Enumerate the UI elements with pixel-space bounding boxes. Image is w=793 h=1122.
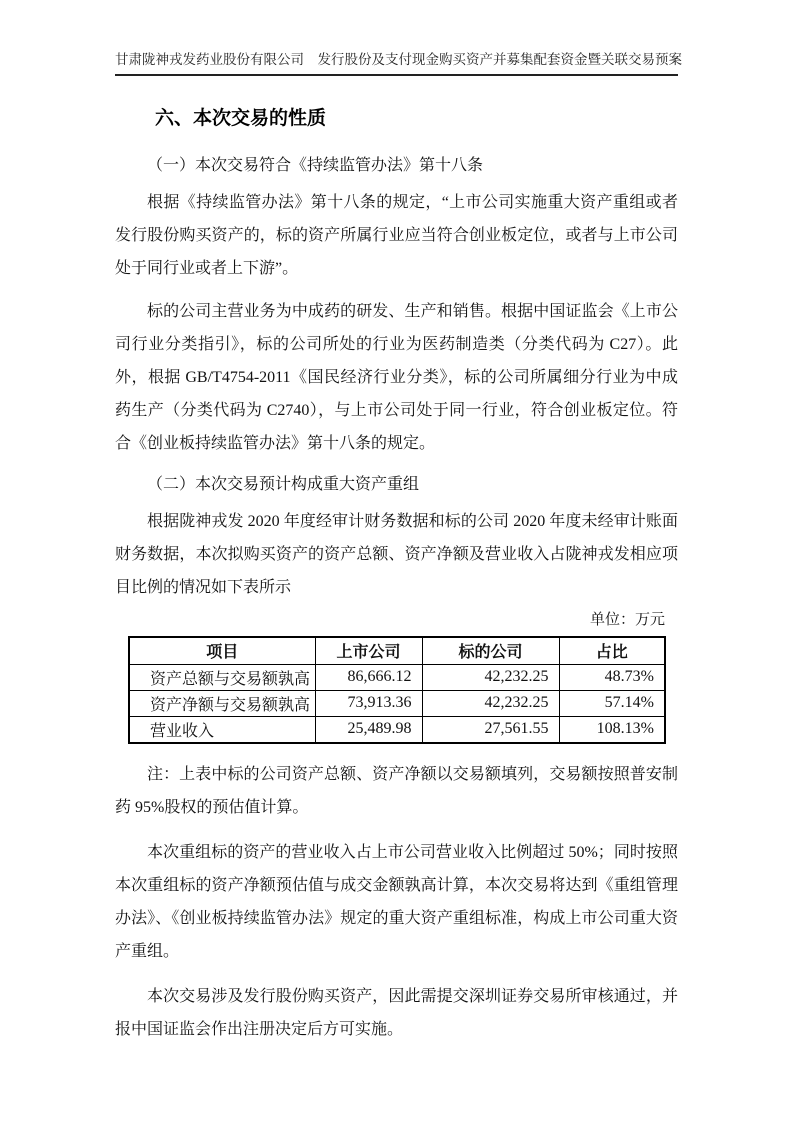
section-2-paragraph-3: 本次交易涉及发行股份购买资产，因此需提交深圳证券交易所审核通过，并报中国证监会作出注册决定后方可实施。 xyxy=(115,987,678,1038)
table-header-target-company: 标的公司 xyxy=(422,637,559,664)
table-row xyxy=(129,716,665,743)
table-row xyxy=(129,690,665,716)
section-1-title: （一）本次交易符合《持续监管办法》第十八条 xyxy=(147,157,484,174)
section-2-paragraph-1: 根据陇神戎发 2020 年度经审计财务数据和标的公司 2020 年度未经审计账面财务数据，本次拟购买资产的资产总额、资产净额及营业收入占陇神戎发相应项目比例的情况如下表所示 xyxy=(115,513,678,596)
row-value-listed: 25,489.98 xyxy=(315,716,422,743)
section-1-paragraph-2: 标的公司主营业务为中成药的研发、生产和销售。根据中国证监会《上市公司行业分类指引》，标的公司所处的行业为医药制造类（分类代码为 C27）。此外，根据 GB/T4754-2011《国民经济行业分类》，标的公司所属细分行业为中成药生产（分类代码为 C2740），与上市公司处于同一行业，符合创业板定位。符合《创业板持续监管办法》第十八条的规定。 xyxy=(115,303,678,452)
table-header-item: 项目 xyxy=(129,637,315,664)
table-note: 注：上表中标的公司资产总额、资产净额以交易额填列，交易额按照普安制药 95%股权的预估值计算。 xyxy=(115,765,678,816)
row-value-ratio: 48.73% xyxy=(559,664,665,690)
page-header-title: 甘肃陇神戎发药业股份有限公司 发行股份及支付现金购买资产并募集配套资金暨关联交易预案 xyxy=(115,52,682,67)
financial-ratio-table xyxy=(128,636,666,744)
row-value-target: 42,232.25 xyxy=(422,690,559,716)
row-value-target: 27,561.55 xyxy=(422,716,559,743)
section-1-paragraph-1: 根据《持续监管办法》第十八条的规定，“上市公司实施重大资产重组或者发行股份购买资产的，标的资产所属行业应当符合创业板定位，或者与上市公司处于同行业或者上下游”。 xyxy=(115,194,678,277)
row-value-target: 42,232.25 xyxy=(422,664,559,690)
table-unit-label: 单位：万元 xyxy=(589,612,665,628)
page-header xyxy=(115,0,682,76)
row-value-listed: 73,913.36 xyxy=(315,690,422,716)
row-value-ratio: 57.14% xyxy=(559,690,665,716)
section-2-title: （二）本次交易预计构成重大资产重组 xyxy=(147,476,420,493)
row-label: 资产总额与交易额孰高 xyxy=(129,664,315,690)
table-row xyxy=(129,664,665,690)
document-body xyxy=(115,106,678,1046)
table-header-row xyxy=(129,637,665,664)
section-2-paragraph-2: 本次重组标的资产的营业收入占上市公司营业收入比例超过 50%；同时按照本次重组标的资产净额预估值与成交金额孰高计算，本次交易将达到《重组管理办法》、《创业板持续监管办法》规定的重大资产重组标准，构成上市公司重大资产重组。 xyxy=(115,843,678,960)
table-header-ratio: 占比 xyxy=(559,637,665,664)
row-value-ratio: 108.13% xyxy=(559,716,665,743)
row-value-listed: 86,666.12 xyxy=(315,664,422,690)
row-label: 资产净额与交易额孰高 xyxy=(129,690,315,716)
row-label: 营业收入 xyxy=(129,716,315,743)
chapter-title: 六、本次交易的性质 xyxy=(155,108,327,129)
table-header-listed-company: 上市公司 xyxy=(315,637,422,664)
